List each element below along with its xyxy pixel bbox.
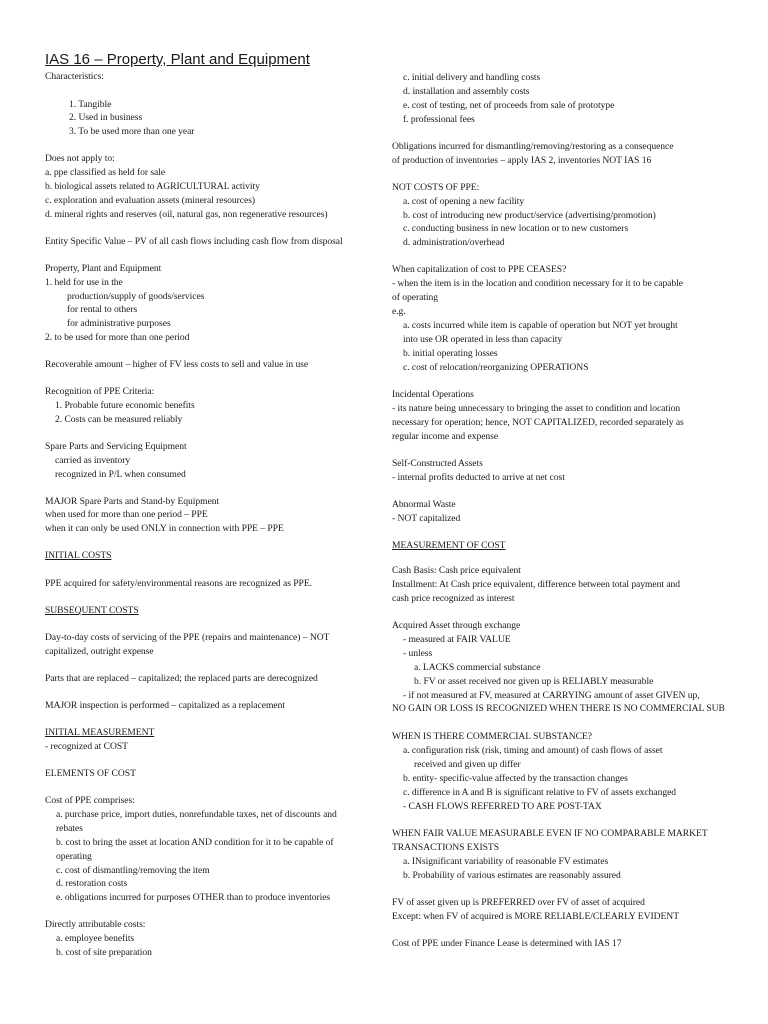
text-line: Except: when FV of acquired is MORE RELIABLE/CLEARLY EVIDENT [392, 911, 679, 922]
text-line: Recognition of PPE Criteria: [45, 386, 155, 397]
section-heading: WHEN FAIR VALUE MEASURABLE EVEN IF NO COMPARABLE MARKET [392, 828, 708, 839]
list-item: a. INsignificant variability of reasonable FV estimates [403, 856, 609, 867]
list-item: 2. Used in business [69, 112, 143, 123]
list-item: a. configuration risk (risk, timing and amount) of cash flows of asset [403, 745, 663, 756]
section-heading: WHEN IS THERE COMMERCIAL SUBSTANCE? [392, 731, 593, 742]
text-line: - internal profits deducted to arrive at net cost [392, 472, 565, 483]
text-line: Does not apply to: [45, 153, 115, 164]
text-line: - its nature being unnecessary to bringing the asset to condition and location [392, 403, 681, 414]
text-line: Installment: At Cash price equivalent, difference between total payment and [392, 579, 681, 590]
text-line: cash price recognized as interest [392, 593, 515, 604]
text-line: when used for more than one period – PPE [45, 509, 208, 520]
section-heading: INITIAL COSTS [45, 550, 112, 561]
text-line: Entity Specific Value – PV of all cash flows including cash flow from disposal [45, 236, 343, 247]
text-line: of production of inventories – apply IAS 2, inventories NOT IAS 16 [392, 155, 652, 166]
section-heading: ELEMENTS OF COST [45, 768, 136, 779]
list-item: for rental to others [67, 304, 138, 315]
list-item: d. mineral rights and reserves (oil, natural gas, non regenerative resources) [45, 209, 328, 220]
section-heading: TRANSACTIONS EXISTS [392, 842, 499, 853]
text-line: Acquired Asset through exchange [392, 620, 521, 631]
list-item: d. installation and assembly costs [403, 86, 530, 97]
list-item: b. biological assets related to AGRICULTURAL activity [45, 181, 260, 192]
text-line: Self-Constructed Assets [392, 458, 483, 469]
list-item: b. Probability of various estimates are reasonably assured [403, 870, 621, 881]
list-item: e. cost of testing, net of proceeds from sale of prototype [403, 100, 615, 111]
list-item: 1. Probable future economic benefits [55, 400, 195, 411]
text-line: Recoverable amount – higher of FV less costs to sell and value in use [45, 359, 309, 370]
text-line: Property, Plant and Equipment [45, 263, 162, 274]
text-line: When capitalization of cost to PPE CEASES? [392, 264, 567, 275]
text-line: necessary for operation; hence, NOT CAPITALIZED, recorded separately as [392, 417, 684, 428]
text-line: MAJOR inspection is performed – capitalized as a replacement [45, 700, 285, 711]
list-item: production/supply of goods/services [67, 291, 205, 302]
list-item: b. cost of introducing new product/service (advertising/promotion) [403, 210, 656, 221]
text-line: FV of asset given up is PREFERRED over FV of asset of acquired [392, 897, 645, 908]
section-heading: INITIAL MEASUREMENT [45, 727, 155, 738]
section-heading: SUBSEQUENT COSTS [45, 605, 139, 616]
text-line: NO GAIN OR LOSS IS RECOGNIZED WHEN THERE IS NO COMMERCIAL SUB [392, 703, 725, 714]
list-item: 2. to be used for more than one period [45, 332, 190, 343]
list-item: a. purchase price, import duties, nonrefundable taxes, net of discounts and [56, 809, 337, 820]
text-line: e.g. [392, 306, 406, 317]
list-item: c. difference in A and B is significant relative to FV of assets exchanged [403, 787, 677, 798]
text-line: Obligations incurred for dismantling/removing/restoring as a consequence [392, 141, 674, 152]
list-item: a. costs incurred while item is capable of operation but NOT yet brought [403, 320, 678, 331]
text-line: when it can only be used ONLY in connection with PPE – PPE [45, 523, 284, 534]
text-line: capitalized, outright expense [45, 646, 154, 657]
text-line: - NOT capitalized [392, 513, 461, 524]
list-item: c. cost of dismantling/removing the item [56, 865, 210, 876]
section-heading: NOT COSTS OF PPE: [392, 182, 480, 193]
text-line: Characteristics: [45, 71, 104, 82]
text-line: Cost of PPE under Finance Lease is determined with IAS 17 [392, 938, 622, 949]
text-line: PPE acquired for safety/environmental reasons are recognized as PPE. [45, 578, 313, 589]
text-line: Directly attributable costs: [45, 919, 146, 930]
list-item: e. obligations incurred for purposes OTHER than to produce inventories [56, 892, 331, 903]
list-item: 1. Tangible [69, 99, 112, 110]
list-item: b. entity- specific-value affected by the transaction changes [403, 773, 628, 784]
list-item: 3. To be used more than one year [69, 126, 195, 137]
text-line: - recognized at COST [45, 741, 128, 752]
text-line: Abnormal Waste [392, 499, 456, 510]
list-item: d. administration/overhead [403, 237, 505, 248]
list-item: d. restoration costs [56, 878, 128, 889]
list-item: into use OR operated in less than capacity [403, 334, 563, 345]
list-item: carried as inventory [55, 455, 131, 466]
text-line: Incidental Operations [392, 389, 474, 400]
list-item: b. cost of site preparation [56, 947, 152, 958]
list-item: operating [56, 851, 92, 862]
list-item: a. employee benefits [56, 933, 135, 944]
list-item: b. initial operating losses [403, 348, 498, 359]
page-title: IAS 16 – Property, Plant and Equipment [45, 51, 310, 68]
text-line: Cost of PPE comprises: [45, 795, 135, 806]
list-item: - if not measured at FV, measured at CARRYING amount of asset GIVEN up, [403, 690, 700, 701]
list-item: a. ppe classified as held for sale [45, 167, 166, 178]
list-item: - measured at FAIR VALUE [403, 634, 511, 645]
list-item: - CASH FLOWS REFERRED TO ARE POST-TAX [403, 801, 602, 812]
list-item: f. professional fees [403, 114, 475, 125]
list-item: 1. held for use in the [45, 277, 123, 288]
list-item: - unless [403, 648, 433, 659]
text-line: - when the item is in the location and condition necessary for it to be capable [392, 278, 683, 289]
list-item: recognized in P/L when consumed [55, 469, 186, 480]
text-line: Parts that are replaced – capitalized; the replaced parts are derecognized [45, 673, 318, 684]
list-item: for administrative purposes [67, 318, 171, 329]
list-item: c. exploration and evaluation assets (mineral resources) [45, 195, 256, 206]
list-item: b. FV or asset received nor given up is RELIABLY measurable [414, 676, 654, 687]
text-line: regular income and expense [392, 431, 499, 442]
list-item: a. LACKS commercial substance [414, 662, 541, 673]
text-line: MAJOR Spare Parts and Stand-by Equipment [45, 496, 220, 507]
list-item: rebates [56, 823, 83, 834]
list-item: c. conducting business in new location or to new customers [403, 223, 629, 234]
text-line: Cash Basis: Cash price equivalent [392, 565, 521, 576]
text-line: of operating [392, 292, 439, 303]
list-item: c. cost of relocation/reorganizing OPERATIONS [403, 362, 589, 373]
text-line: Spare Parts and Servicing Equipment [45, 441, 187, 452]
list-item: a. cost of opening a new facility [403, 196, 525, 207]
list-item: b. cost to bring the asset at location AND condition for it to be capable of [56, 837, 334, 848]
list-item: 2. Costs can be measured reliably [55, 414, 183, 425]
section-heading: MEASUREMENT OF COST [392, 540, 506, 551]
list-item: c. initial delivery and handling costs [403, 72, 541, 83]
text-line: Day-to-day costs of servicing of the PPE (repairs and maintenance) – NOT [45, 632, 330, 643]
list-item: received and given up differ [414, 759, 521, 770]
